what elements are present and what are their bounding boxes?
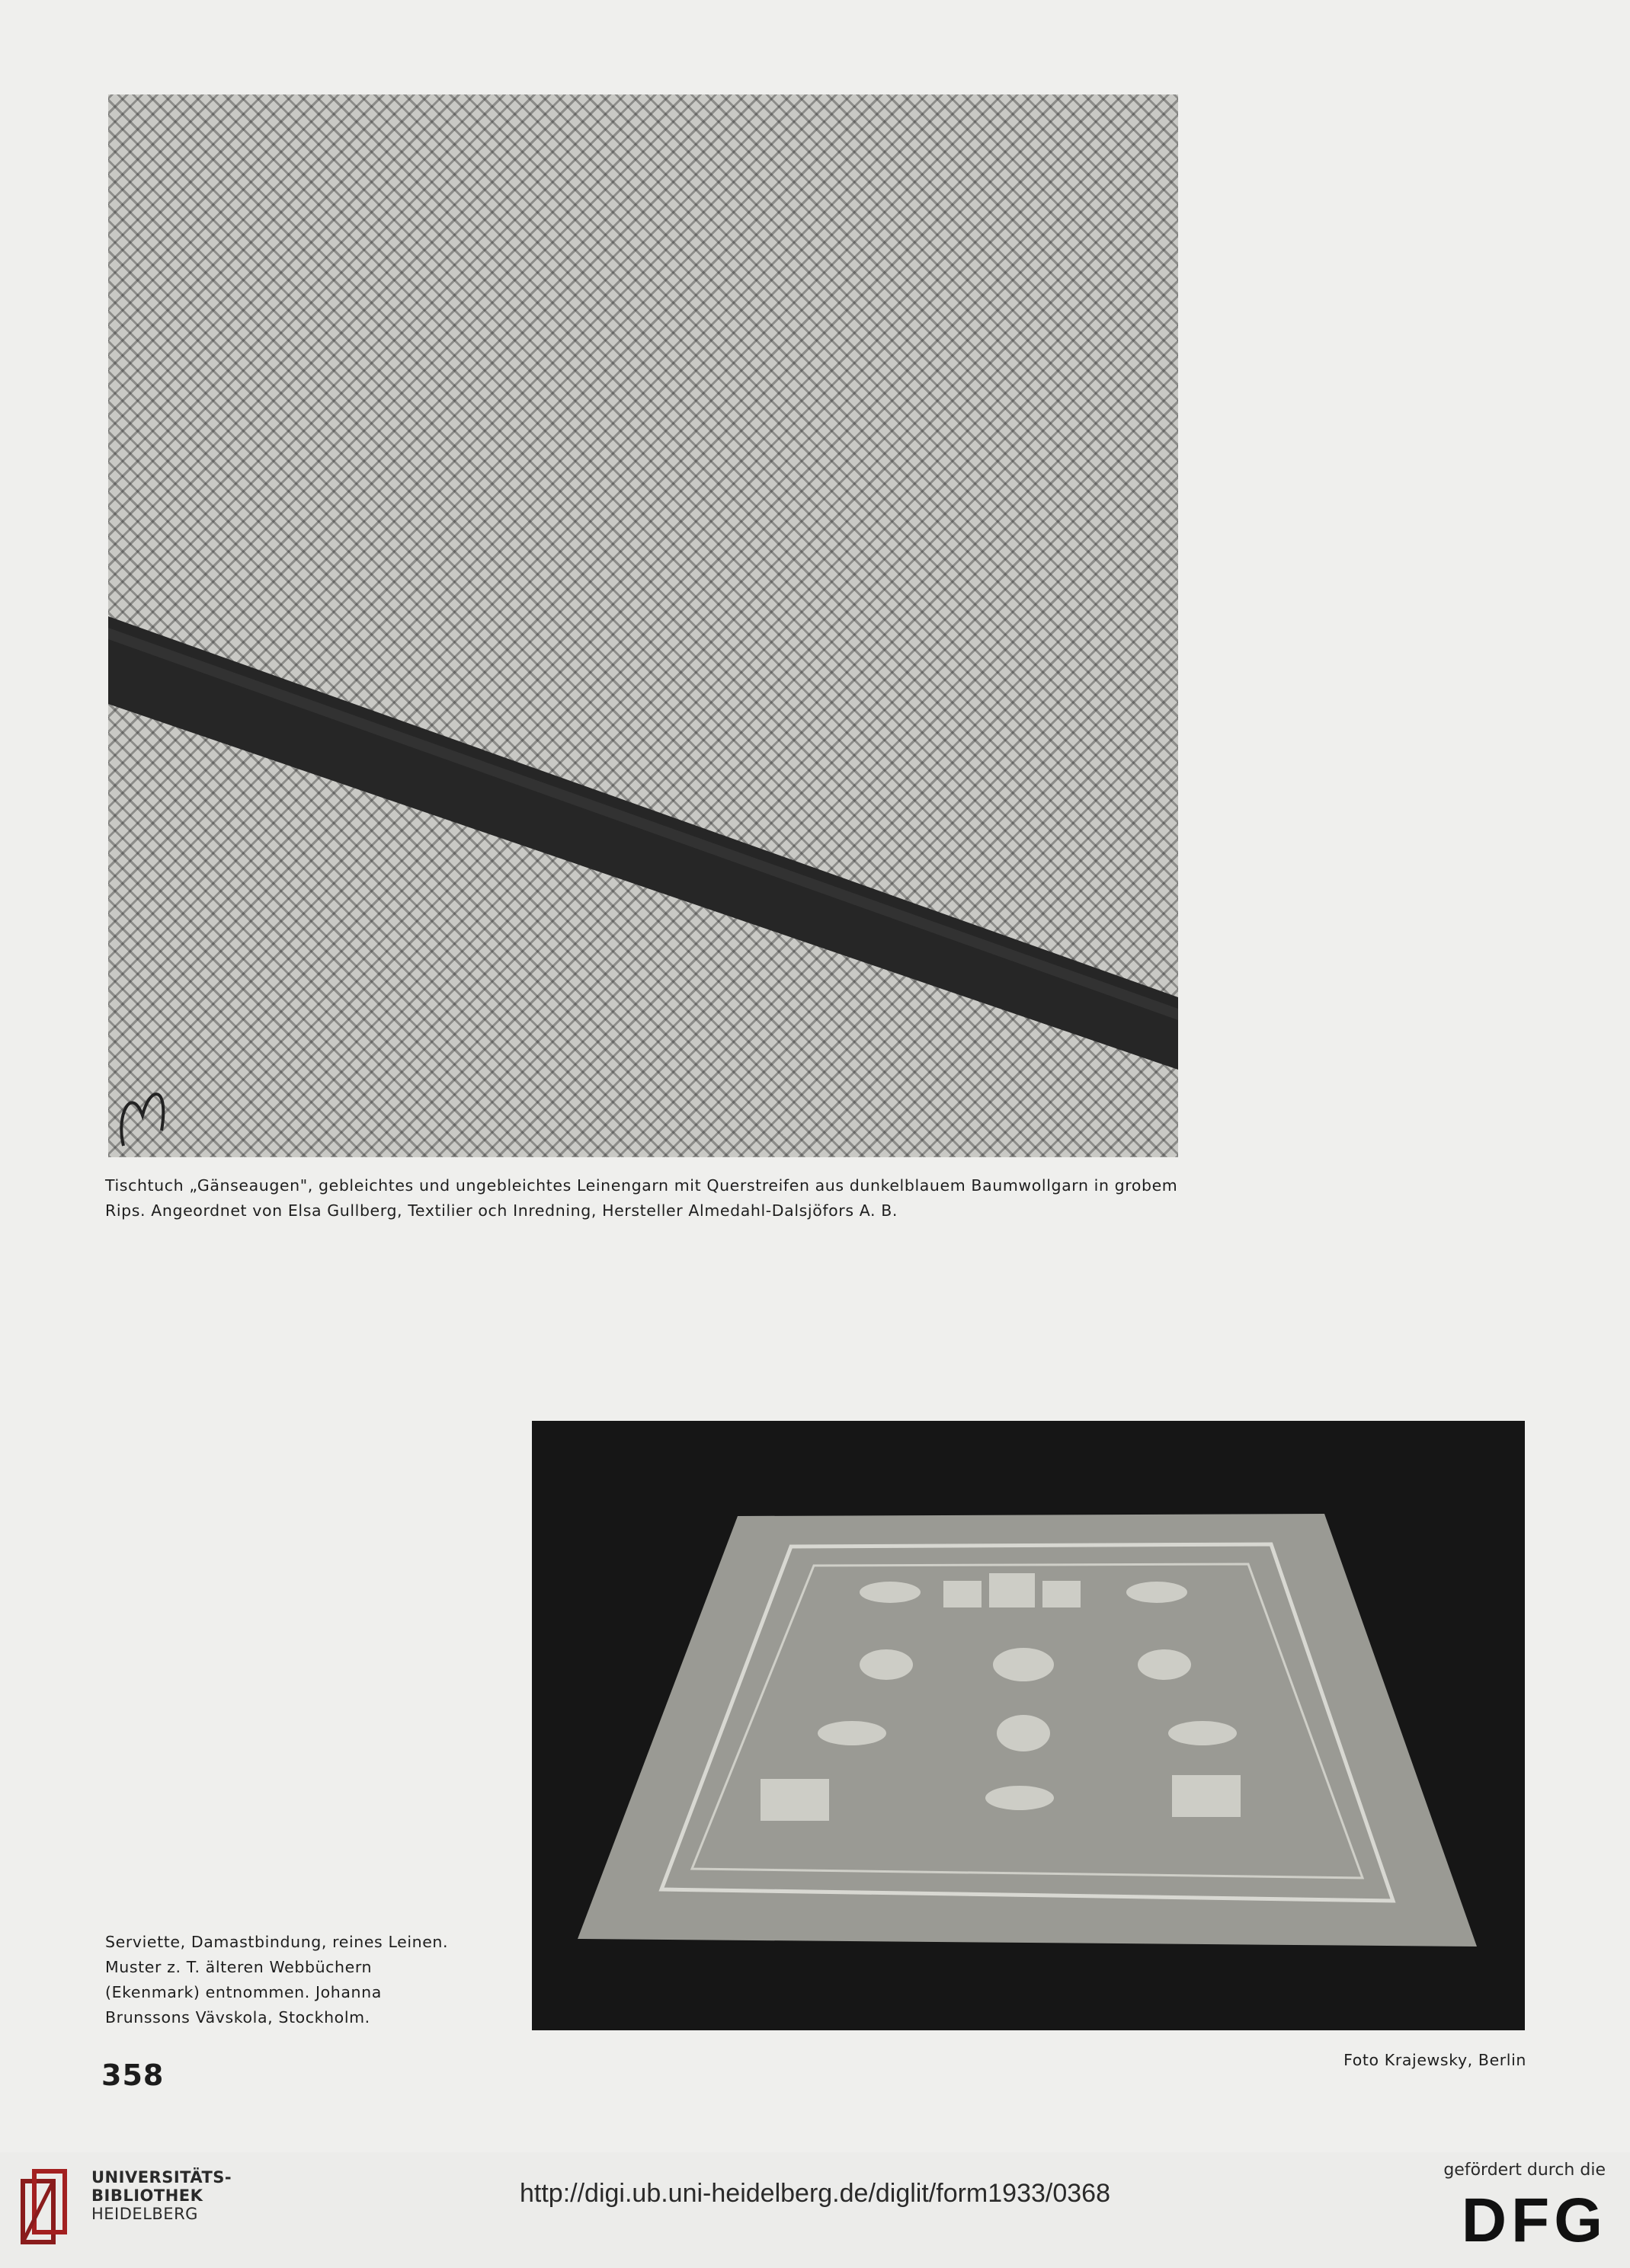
photo-credit: Foto Krajewsky, Berlin bbox=[1343, 2051, 1526, 2069]
library-name-line-3: HEIDELBERG bbox=[91, 2205, 198, 2223]
monogram-mark bbox=[121, 1094, 163, 1146]
tablecloth-caption: Tischtuch „Gänseaugen", gebleichtes und ungebleichtes Leinengarn mit Querstreifen aus dunkelblauem Baumwollgarn in grobem Rips. Angeordnet von Elsa Gullberg, Textilier och Inredning, Hersteller Almedahl-Dalsjöfors A. B. bbox=[105, 1176, 1178, 1220]
napkin-photo bbox=[532, 1421, 1525, 2030]
page-number: 358 bbox=[101, 2058, 165, 2092]
digital-copy-url[interactable]: http://digi.ub.uni-heidelberg.de/diglit/form1933/0368 bbox=[520, 2179, 1110, 2208]
dfg-logo: DFG bbox=[1461, 2186, 1607, 2255]
library-name-line-2: BIBLIOTHEK bbox=[91, 2186, 203, 2205]
napkin-caption: Serviette, Damastbindung, reines Leinen. Muster z. T. älteren Webbüchern (Ekenmark) entnommen. Johanna Brunssons Vävskola, Stockholm. bbox=[105, 1933, 449, 2026]
napkin-graphic bbox=[532, 1421, 1525, 2030]
library-name-line-1: UNIVERSITÄTS- bbox=[91, 2168, 232, 2186]
tablecloth-stripe-graphic bbox=[108, 94, 1178, 1157]
funded-by-text: gefördert durch die bbox=[1443, 2161, 1606, 2180]
tablecloth-photo bbox=[108, 94, 1178, 1157]
digitization-footer bbox=[0, 2152, 1630, 2268]
